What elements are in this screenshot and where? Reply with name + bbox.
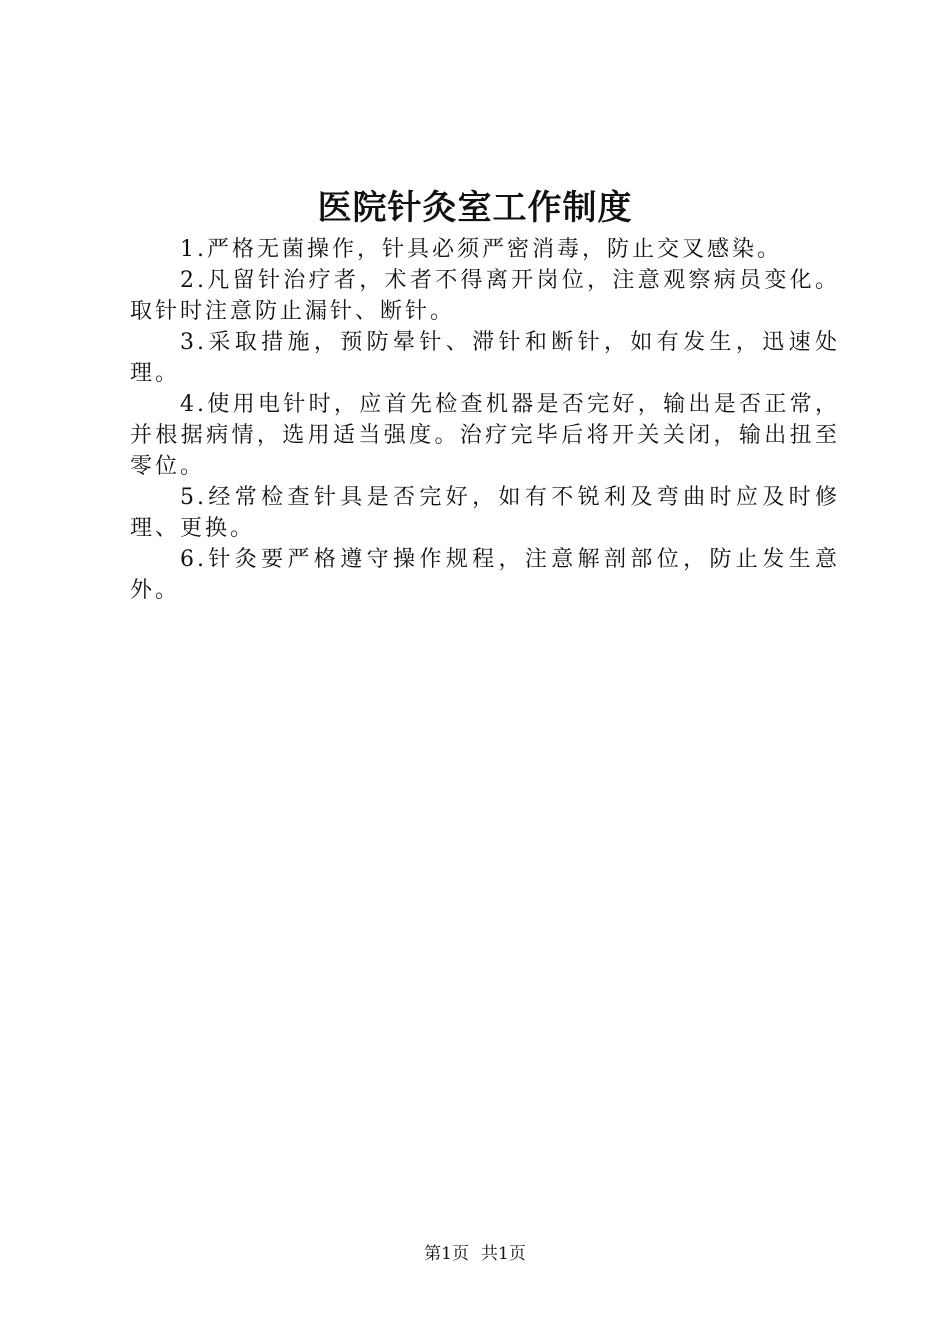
rule-paragraph-2: 2.凡留针治疗者，术者不得离开岗位，注意观察病员变化。取针时注意防止漏针、断针。 (130, 268, 840, 324)
rule-paragraph-3: 3.采取措施，预防晕针、滞针和断针，如有发生，迅速处理。 (130, 330, 840, 386)
rule-paragraph-6: 6.针灸要严格遵守操作规程，注意解剖部位，防止发生意外。 (130, 547, 840, 603)
document-body (130, 234, 840, 606)
page-footer (0, 1242, 950, 1266)
page-number-total: 共1页 (481, 1244, 526, 1264)
rule-paragraph-5: 5.经常检查针具是否完好，如有不锐利及弯曲时应及时修理、更换。 (130, 485, 840, 541)
document-title: 医院针灸室工作制度 (317, 188, 633, 228)
page-number-current: 第1页 (424, 1244, 469, 1264)
rule-paragraph-4: 4.使用电针时，应首先检查机器是否完好，输出是否正常，并根据病情，选用适当强度。治疗完毕后将开关关闭，输出扭至零位。 (130, 392, 840, 479)
rule-paragraph-1: 1.严格无菌操作，针具必须严密消毒，防止交叉感染。 (180, 237, 782, 262)
